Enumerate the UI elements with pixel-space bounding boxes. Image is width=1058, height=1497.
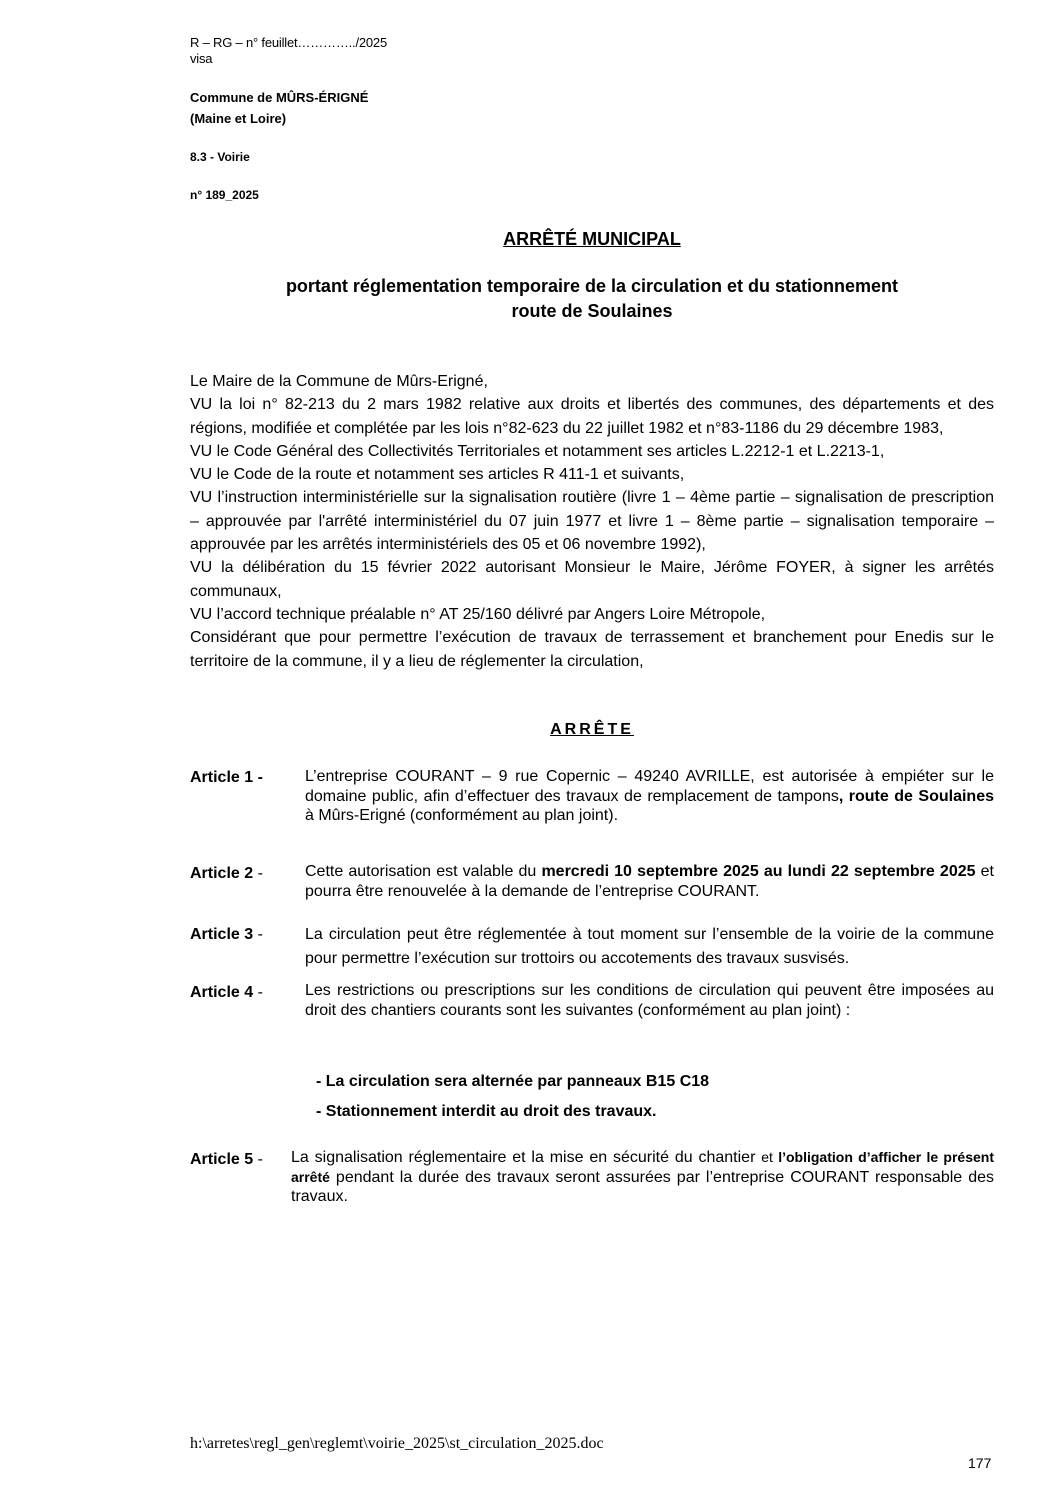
article-1-label bbox=[190, 766, 263, 789]
article-bold-text: mercredi 10 septembre 2025 au lundi 22 septembre 2025 bbox=[541, 863, 976, 880]
article-text: Cette autorisation est valable du bbox=[305, 863, 542, 880]
file-path: h:\arretes\regl_gen\reglemt\voirie_2025\st_circulation_2025.doc bbox=[190, 1435, 604, 1452]
article-text: L’entreprise COURANT – 9 rue Copernic – 49240 AVRILLE, est autorisée à empiéter sur le domaine public, afin d’effectuer des travaux de remplacement de tampons bbox=[305, 768, 994, 805]
article-text: La signalisation réglementaire et la mise en sécurité du chantier bbox=[291, 1149, 762, 1166]
document-title: ARRÊTÉ MUNICIPAL bbox=[503, 229, 681, 249]
article-2-text bbox=[305, 862, 994, 901]
article-4-text: Les restrictions ou prescriptions sur les conditions de circulation qui peuvent être imposées au droit des chantiers courants sont les suivantes (conformément au plan joint) : bbox=[305, 982, 994, 1019]
article-label-text: Article 1 - bbox=[190, 769, 263, 786]
article-1-text bbox=[305, 767, 994, 826]
article-label-suffix: - bbox=[253, 926, 263, 943]
reference-line: R – RG – n° feuillet…………../2025 bbox=[190, 35, 387, 50]
article-text: à Mûrs-Erigné (conformément au plan joint). bbox=[305, 807, 619, 824]
article-bold-text: , route de Soulaines bbox=[838, 787, 995, 805]
article-5-label bbox=[190, 1148, 263, 1171]
commune-name: Commune de MÛRS-ÉRIGNÉ bbox=[190, 90, 369, 105]
article-2-label bbox=[190, 862, 263, 885]
article-small-text: et bbox=[761, 1149, 773, 1165]
article-4-item-2: - Stationnement interdit au droit des travaux. bbox=[316, 1103, 657, 1120]
article-4-label bbox=[190, 981, 263, 1004]
document-subtitle bbox=[190, 274, 994, 324]
article-text: pendant la durée des travaux seront assurées par l’entreprise COURANT responsable des travaux. bbox=[291, 1168, 994, 1205]
category-label: 8.3 - Voirie bbox=[190, 150, 250, 164]
visa-label: visa bbox=[190, 51, 213, 66]
article-label-suffix: - bbox=[253, 984, 263, 1001]
article-5-text bbox=[291, 1148, 994, 1207]
department-name: (Maine et Loire) bbox=[190, 111, 287, 126]
article-bold-text: l’obligation d’afficher le présent arrêté bbox=[291, 1149, 994, 1185]
article-label-text: Article 3 bbox=[190, 926, 254, 943]
article-3-label bbox=[190, 923, 263, 946]
preamble-line: Le Maire de la Commune de Mûrs-Erigné, bbox=[190, 373, 488, 390]
article-label-text: Article 5 bbox=[190, 1151, 254, 1168]
page-number: 177 bbox=[968, 1455, 992, 1471]
preamble-line: Considérant que pour permettre l’exécution de travaux de terrassement et branchement pour Enedis sur le territoire de la commune, il y a lieu de réglementer la circulation, bbox=[190, 629, 994, 670]
article-label-text: Article 4 bbox=[190, 984, 254, 1001]
article-4-item-1: - La circulation sera alternée par panneaux B15 C18 bbox=[316, 1073, 710, 1090]
article-label-suffix: - bbox=[253, 865, 263, 882]
preamble-line: VU le Code Général des Collectivités Territoriales et notamment ses articles L.2212-1 et L.2213-1, bbox=[190, 442, 885, 460]
article-3-text: La circulation peut être réglementée à tout moment sur l’ensemble de la voirie de la commune pour permettre l’exécution sur trottoirs ou accotements des travaux susvisés. bbox=[305, 926, 994, 967]
subtitle-line-2: route de Soulaines bbox=[511, 301, 673, 321]
preamble-line: VU l’instruction interministérielle sur la signalisation routière (livre 1 – 4ème partie – signalisation de prescription – approuvée par l'arrêté interministériel du 07 juin 1977 et livre 1 – 8ème partie – signalisation temporaire – approuvée par les arrêtés interministériels des 05 et 06 novembre 1992), bbox=[190, 489, 994, 554]
preamble-line: VU la délibération du 15 février 2022 autorisant Monsieur le Maire, Jérôme FOYER, à signer les arrêtés communaux, bbox=[190, 559, 994, 600]
arrete-heading: ARRÊTE bbox=[550, 721, 634, 738]
preamble-line: VU l’accord technique préalable n° AT 25/160 délivré par Angers Loire Métropole, bbox=[190, 605, 766, 623]
preamble bbox=[190, 370, 994, 673]
article-label-text: Article 2 bbox=[190, 865, 254, 882]
preamble-line: VU la loi n° 82-213 du 2 mars 1982 relative aux droits et libertés des communes, des départements et des régions, modifiée et complétée par les lois n°82-623 du 22 juillet 1982 et n°83-1186 du 29 décembre 1983, bbox=[190, 396, 994, 437]
preamble-line: VU le Code de la route et notamment ses articles R 411-1 et suivants, bbox=[190, 466, 685, 484]
article-label-suffix: - bbox=[253, 1151, 263, 1168]
decree-number: n° 189_2025 bbox=[190, 188, 259, 202]
subtitle-line-1: portant réglementation temporaire de la circulation et du stationnement bbox=[285, 276, 899, 296]
article-text: et pourra être renouvelée à la demande de l’entreprise COURANT. bbox=[305, 863, 994, 900]
